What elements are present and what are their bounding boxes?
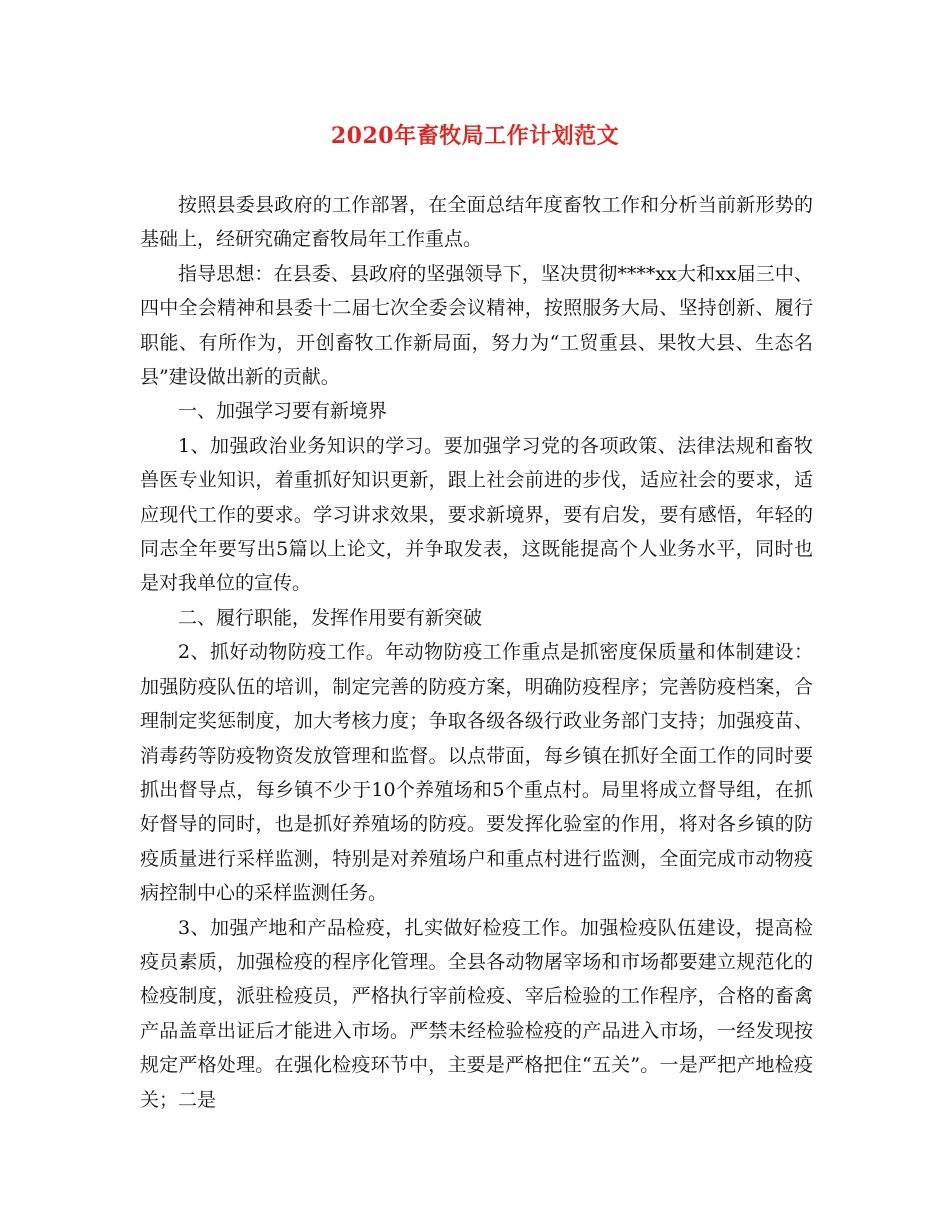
section-heading-1: 一、加强学习要有新境界 — [178, 400, 388, 423]
paragraph-item-1: 1、加强政治业务知识的学习。要加强学习党的各项政策、法律法规和畜牧兽医专业知识，着重抓好知识更新，跟上社会前进的步伐，适应社会的要求，适应现代工作的要求。学习讲求效果，要求新境界，要有启发，要有感悟，年轻的同志全年要写出5篇以上论文，并争取发表，这既能提高个人业务水平，同时也是对我单位的宣传。 — [140, 434, 813, 595]
document-title: 2020年畜牧局工作计划范文 — [330, 123, 620, 149]
document-body — [140, 188, 813, 1117]
paragraph-guiding-thought: 指导思想：在县委、县政府的坚强领导下，坚决贯彻****xx大和xx届三中、四中全会精神和县委十二届七次全委会议精神，按照服务大局、坚持创新、履行职能、有所作为，开创畜牧工作新局面，努力为“工贸重县、果牧大县、生态名县”建设做出新的贡献。 — [140, 262, 813, 389]
section-heading-2: 二、履行职能，发挥作用要有新突破 — [178, 606, 483, 629]
paragraph-item-3: 3、加强产地和产品检疫，扎实做好检疫工作。加强检疫队伍建设，提高检疫员素质，加强检疫的程序化管理。全县各动物屠宰场和市场都要建立规范化的检疫制度，派驻检疫员，严格执行宰前检疫、宰后检验的工作程序，合格的畜禽产品盖章出证后才能进入市场。严禁未经检验检疫的产品进入市场，一经发现按规定严格处理。在强化检疫环节中，主要是严格把住“五关”。一是严把产地检疫关；二是 — [140, 916, 813, 1111]
paragraph-intro: 按照县委县政府的工作部署，在全面总结年度畜牧工作和分析当前新形势的基础上，经研究确定畜牧局年工作重点。 — [140, 194, 813, 251]
paragraph-item-2: 2、抓好动物防疫工作。年动物防疫工作重点是抓密度保质量和体制建设：加强防疫队伍的培训，制定完善的防疫方案，明确防疫程序；完善防疫档案，合理制定奖惩制度，加大考核力度；争取各级各级行政业务部门支持；加强疫苗、消毒药等防疫物资发放管理和监督。以点带面，每乡镇在抓好全面工作的同时要抓出督导点，每乡镇不少于10个养殖场和5个重点村。局里将成立督导组，在抓好督导的同时，也是抓好养殖场的防疫。要发挥化验室的作用，将对各乡镇的防疫质量进行采样监测，特别是对养殖场户和重点村进行监测，全面完成市动物疫病控制中心的采样监测任务。 — [140, 641, 813, 905]
